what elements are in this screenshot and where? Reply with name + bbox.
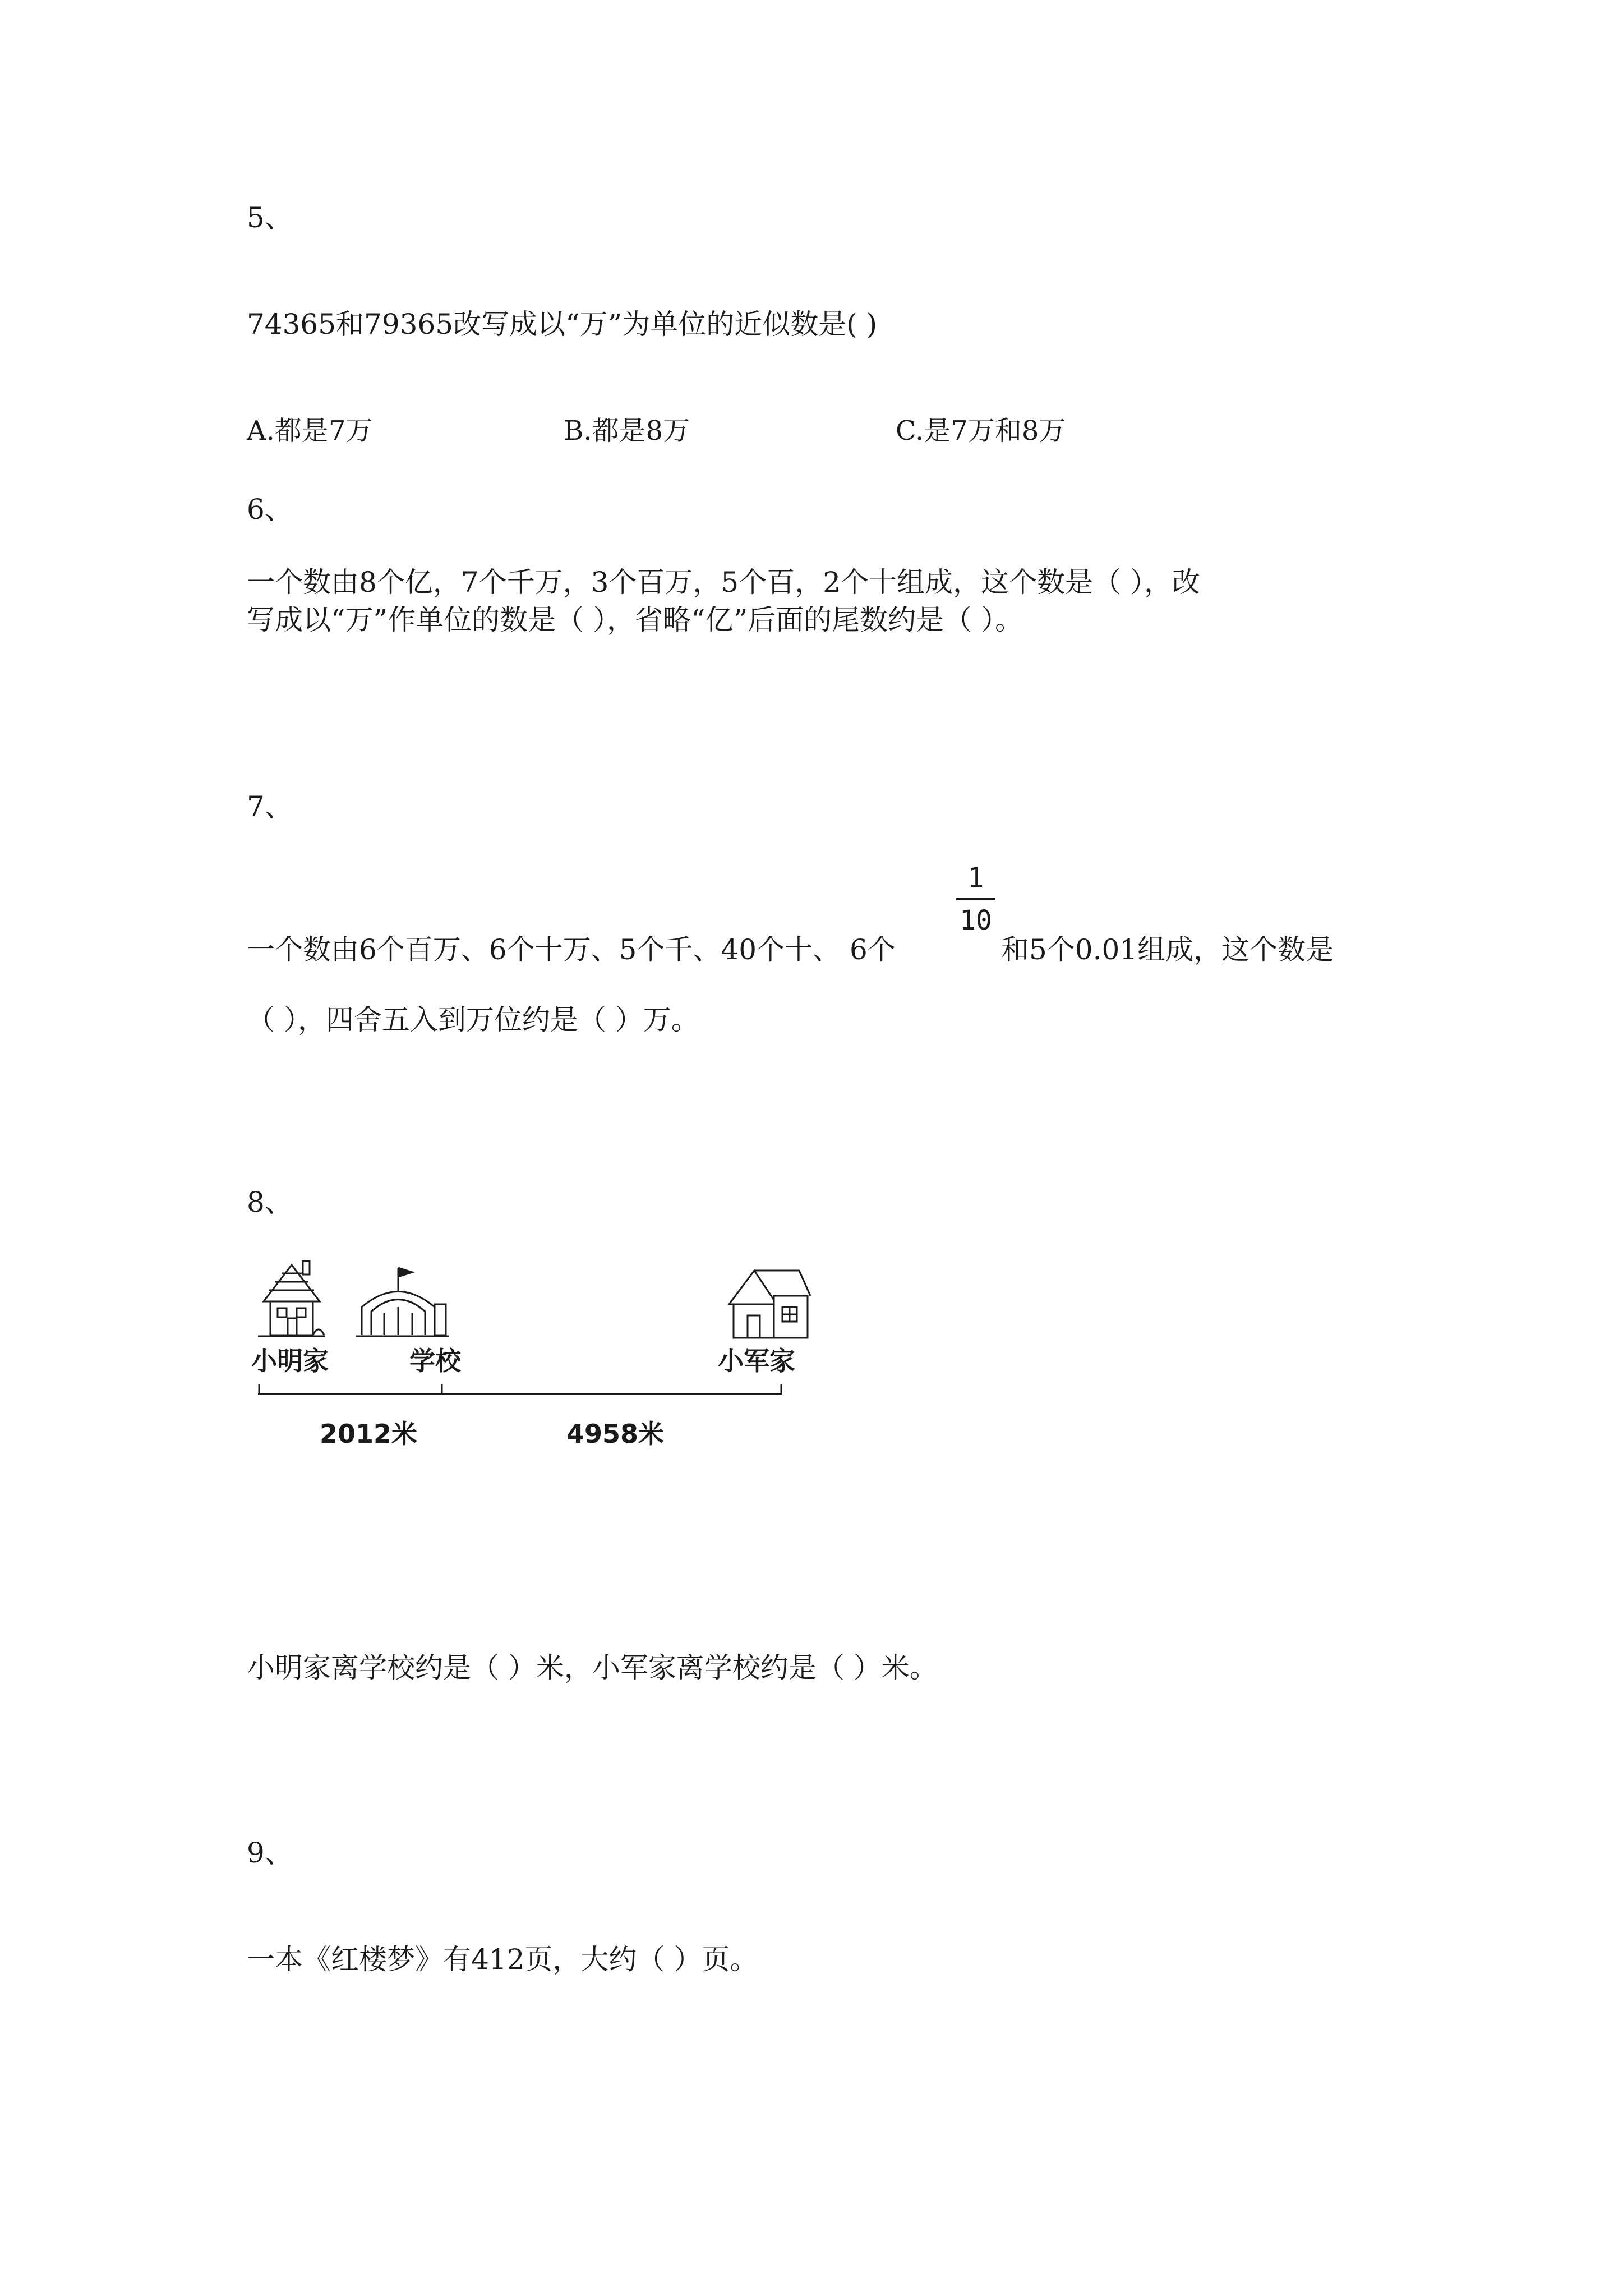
fraction-denominator: 10 <box>960 905 992 936</box>
q9-text: 一本《红楼梦》有412页，大约（ ）页。 <box>247 1943 758 1976</box>
school-gate-icon <box>356 1268 449 1336</box>
q5-option-b: B.都是8万 <box>564 415 690 447</box>
fraction-bar <box>956 898 995 900</box>
label-xiaojun-home: 小军家 <box>718 1346 795 1376</box>
label-distance-2: 4958米 <box>566 1419 665 1449</box>
q8-distance-diagram <box>247 1251 824 1464</box>
q7-fraction <box>956 861 995 937</box>
q5-option-c: C.是7万和8万 <box>896 415 1066 447</box>
label-distance-1: 2012米 <box>320 1419 418 1449</box>
label-school: 学校 <box>409 1346 461 1376</box>
q7-number: 7、 <box>247 790 293 823</box>
house-xiaoming-icon <box>258 1261 325 1336</box>
q6-line-1: 一个数由8个亿，7个千万，3个百万，5个百，2个十组成，这个数是（ ），改 <box>247 566 1200 599</box>
q9-number: 9、 <box>247 1837 293 1869</box>
distance-line <box>258 1384 782 1394</box>
q6-line-2: 写成以“万”作单位的数是（ ），省略“亿”后面的尾数约是（ ）。 <box>247 604 1023 636</box>
q8-number: 8、 <box>247 1186 293 1218</box>
q5-text: 74365和79365改写成以“万”为单位的近似数是( ) <box>247 308 878 341</box>
q7-line-1-b: 和5个0.01组成，这个数是 <box>1001 933 1334 966</box>
q6-number: 6、 <box>247 493 293 526</box>
label-xiaoming-home: 小明家 <box>251 1346 329 1376</box>
q5-number: 5、 <box>247 201 293 234</box>
q5-option-a: A.都是7万 <box>247 415 373 447</box>
q8-text: 小明家离学校约是（ ）米，小军家离学校约是（ ）米。 <box>247 1651 938 1684</box>
q7-line-1-a: 一个数由6个百万、6个十万、5个千、40个十、 6个 <box>247 933 896 966</box>
house-xiaojun-icon <box>729 1271 810 1338</box>
fraction-numerator: 1 <box>967 862 984 894</box>
q7-line-2: （ ），四舍五入到万位约是（ ）万。 <box>247 1004 699 1036</box>
